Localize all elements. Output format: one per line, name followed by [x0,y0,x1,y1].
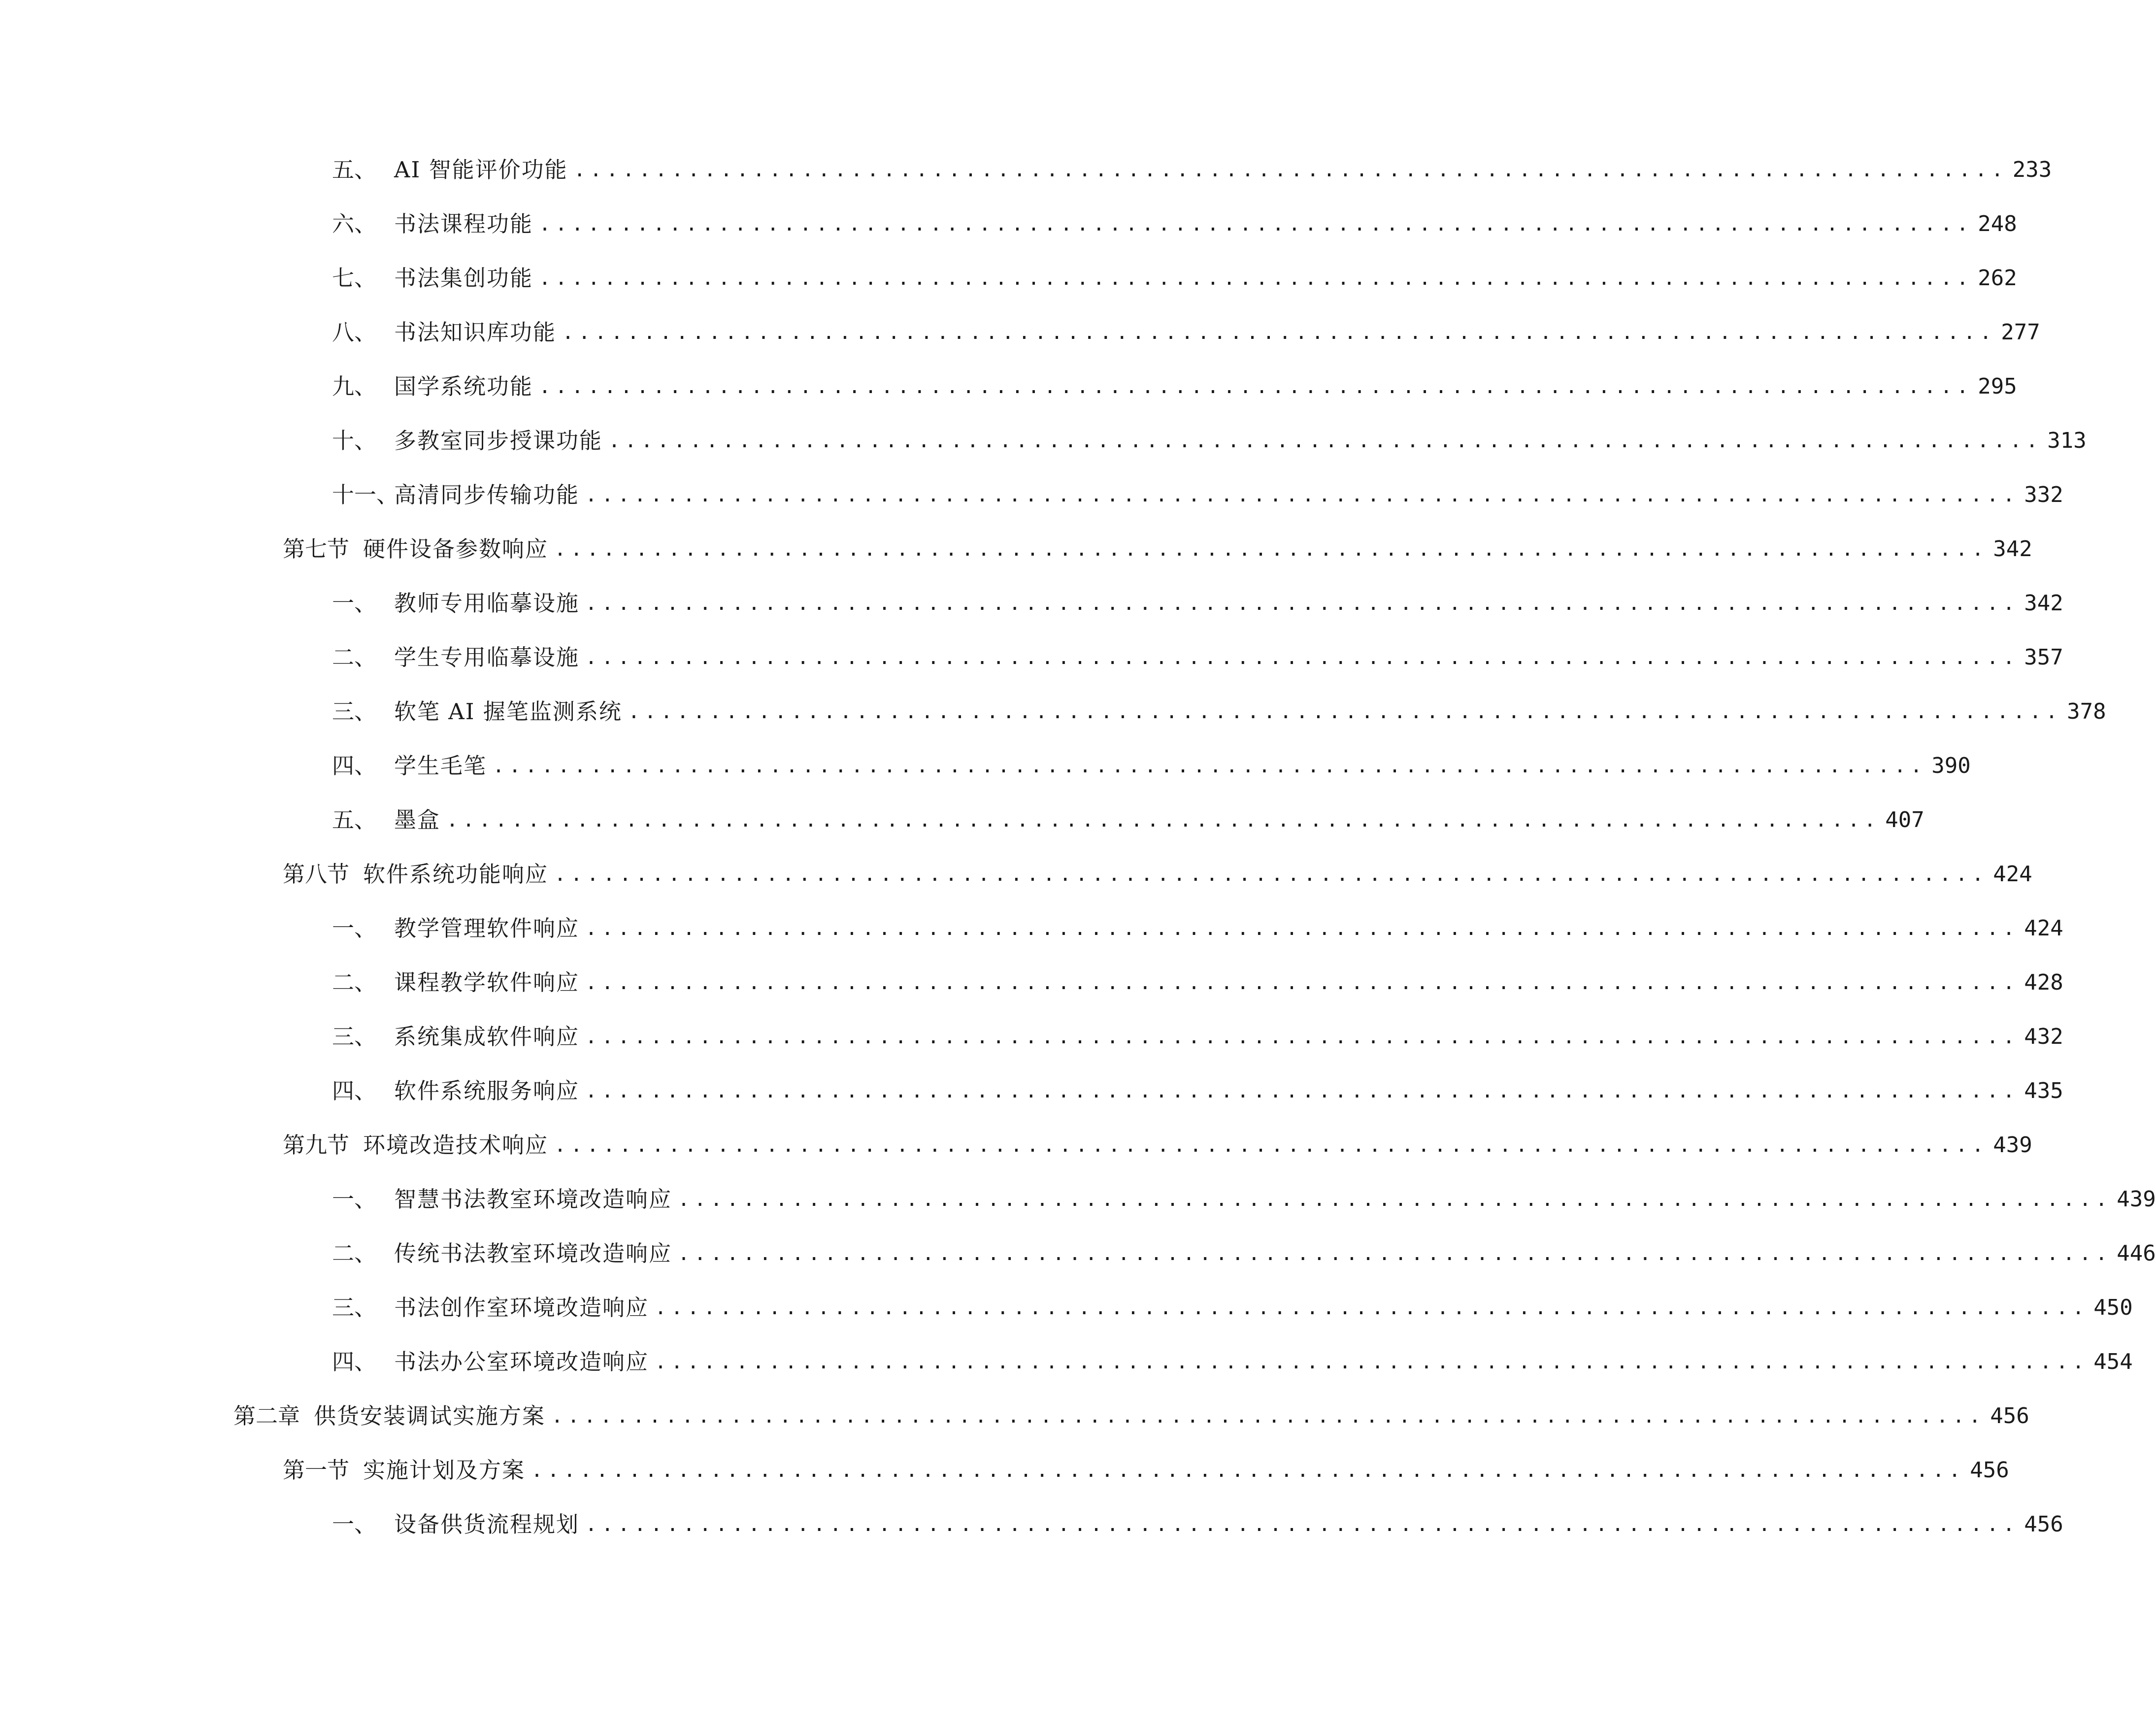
toc-dot-leader: ........................................................................................ [608,430,2043,452]
toc-entry[interactable] [0,576,2063,631]
toc-dot-leader: ........................................................................................ [678,1242,2112,1265]
toc-entry-page-number: 435 [2024,1078,2063,1103]
toc-dot-leader: ........................................................................................ [678,1188,2112,1211]
toc-entry[interactable] [0,414,2087,468]
toc-dot-leader: ........................................................................................ [554,863,1989,886]
toc-entry-page-number: 332 [2024,482,2063,507]
toc-entry-page-number: 424 [2024,916,2063,941]
toc-entry[interactable] [0,1172,2156,1227]
toc-dot-leader: ........................................................................................ [585,484,2020,506]
toc-entry-title: 书法知识库功能 [394,319,557,345]
toc-entry[interactable] [0,739,1971,793]
toc-entry-number: 二、 [332,644,377,670]
toc-entry-number: 第八节 [283,861,350,887]
toc-entry-number: 三、 [332,1024,377,1050]
toc-entry[interactable] [0,1118,2032,1172]
toc-dot-leader: ........................................................................................ [539,375,1973,398]
toc-dot-leader: ........................................................................................ [585,1080,2020,1102]
toc-dot-leader: ........................................................................................ [585,646,2020,669]
toc-entry[interactable] [0,522,2032,576]
toc-entry-title: 书法集创功能 [394,265,533,291]
toc-entry-number: 一、 [332,1511,377,1537]
toc-entry[interactable] [0,468,2063,522]
toc-entry-title: 环境改造技术响应 [363,1132,549,1158]
toc-entry-number: 五、 [332,807,377,833]
toc-dot-leader: ........................................................................................ [493,755,1927,777]
toc-dot-leader: ........................................................................................ [585,1026,2020,1048]
toc-entry-page-number: 262 [1978,266,2017,291]
toc-entry[interactable] [0,1497,2063,1552]
toc-dot-leader: ........................................................................................ [585,592,2020,615]
toc-entry[interactable] [0,143,2052,197]
toc-entry[interactable] [0,956,2063,1010]
toc-entry-page-number: 248 [1978,211,2017,236]
toc-entry-number: 一、 [332,590,377,616]
toc-entry-title: 学生毛笔 [394,753,487,779]
toc-entry-page-number: 456 [1970,1458,2009,1483]
toc-entry-title: 书法办公室环境改造响应 [394,1349,649,1375]
toc-dot-leader: ........................................................................................ [446,809,1881,831]
toc-entry-page-number: 295 [1978,374,2017,399]
toc-entry-page-number: 439 [2117,1187,2156,1212]
toc-entry-number: 五、 [332,157,377,183]
toc-entry-number: 一、 [332,915,377,941]
toc-entry-title: AI 智能评价功能 [394,157,568,183]
toc-entry-title: 设备供货流程规划 [394,1511,580,1537]
toc-entry-page-number: 277 [2001,320,2040,345]
toc-dot-leader: ........................................................................................ [539,213,1973,235]
toc-entry-page-number: 390 [1931,753,1971,778]
toc-entry-title: 高清同步传输功能 [394,482,580,508]
toc-entry-number: 第七节 [283,536,350,562]
toc-entry-page-number: 378 [2067,699,2106,724]
toc-entry-title: 智慧书法教室环境改造响应 [394,1186,672,1212]
table-of-contents [0,143,2156,1552]
toc-entry-title: 系统集成软件响应 [394,1024,580,1050]
toc-entry-title: 教师专用临摹设施 [394,590,580,616]
toc-entry-page-number: 456 [2024,1512,2063,1537]
toc-entry-title: 软件系统功能响应 [363,861,549,887]
toc-entry-title: 国学系统功能 [394,373,533,399]
toc-dot-leader: ........................................................................................ [554,1134,1989,1157]
toc-entry[interactable] [0,305,2040,360]
toc-entry[interactable] [0,793,1924,847]
toc-entry-number: 第九节 [283,1132,350,1158]
toc-entry-number: 九、 [332,373,377,399]
toc-entry[interactable] [0,197,2017,251]
toc-entry-page-number: 439 [1993,1132,2032,1158]
toc-entry[interactable] [0,1227,2156,1281]
toc-entry-number: 一、 [332,1186,377,1212]
toc-entry-number: 三、 [332,698,377,725]
toc-entry[interactable] [0,360,2017,414]
toc-entry[interactable] [0,685,2106,739]
toc-entry[interactable] [0,1281,2133,1335]
toc-entry-title: 硬件设备参数响应 [363,536,549,562]
toc-entry-number: 二、 [332,969,377,996]
toc-entry[interactable] [0,847,2032,901]
toc-entry-title: 墨盒 [394,807,441,833]
toc-entry-number: 二、 [332,1240,377,1266]
toc-entry[interactable] [0,1010,2063,1064]
toc-entry-title: 实施计划及方案 [363,1457,526,1483]
toc-entry[interactable] [0,251,2017,305]
toc-dot-leader: ........................................................................................ [554,538,1989,561]
toc-entry-title: 学生专用临摹设施 [394,644,580,670]
toc-dot-leader: ........................................................................................ [585,1513,2020,1536]
toc-dot-leader: ........................................................................................ [562,321,1996,344]
toc-entry-page-number: 446 [2117,1241,2156,1266]
toc-dot-leader: ........................................................................................ [539,267,1973,290]
toc-entry-title: 多教室同步授课功能 [394,428,603,454]
toc-entry-page-number: 432 [2024,1024,2063,1049]
toc-entry[interactable] [0,1443,2009,1497]
toc-entry-number: 四、 [332,1078,377,1104]
toc-entry-page-number: 313 [2047,428,2087,453]
toc-entry-number: 八、 [332,319,377,345]
toc-entry-page-number: 424 [1993,862,2032,887]
toc-dot-leader: ........................................................................................ [585,971,2020,994]
toc-entry-title: 课程教学软件响应 [394,969,580,996]
toc-entry-page-number: 454 [2093,1349,2133,1374]
toc-dot-leader: ........................................................................................ [551,1405,1986,1428]
toc-entry-title: 供货安装调试实施方案 [314,1403,546,1429]
toc-dot-leader: ........................................................................................ [531,1459,1965,1482]
toc-entry-page-number: 450 [2093,1295,2133,1320]
toc-dot-leader: ........................................................................................ [655,1351,2089,1373]
toc-entry[interactable] [0,1335,2133,1389]
toc-entry-page-number: 357 [2024,645,2063,670]
toc-entry-title: 教学管理软件响应 [394,915,580,941]
toc-entry-title: 软件系统服务响应 [394,1078,580,1104]
toc-entry[interactable] [0,901,2063,956]
toc-dot-leader: ........................................................................................ [573,159,2008,181]
toc-entry-number: 四、 [332,753,377,779]
toc-entry-number: 十一、 [332,482,399,508]
toc-entry-page-number: 233 [2012,157,2052,182]
toc-entry[interactable] [0,1064,2063,1118]
toc-dot-leader: ........................................................................................ [655,1296,2089,1319]
toc-entry-title: 传统书法教室环境改造响应 [394,1240,672,1266]
toc-entry-title: 书法创作室环境改造响应 [394,1295,649,1321]
toc-entry[interactable] [0,631,2063,685]
toc-entry-number: 第二章 [233,1403,300,1429]
toc-entry-number: 七、 [332,265,377,291]
toc-entry-number: 十、 [332,428,377,454]
toc-dot-leader: ........................................................................................ [628,700,2062,723]
toc-entry-title: 书法课程功能 [394,211,533,237]
toc-entry-page-number: 407 [1885,807,1924,832]
toc-dot-leader: ........................................................................................ [585,917,2020,940]
toc-entry-number: 六、 [332,211,377,237]
toc-entry-page-number: 342 [2024,591,2063,616]
toc-entry-number: 四、 [332,1349,377,1375]
toc-entry-page-number: 428 [2024,970,2063,995]
toc-entry-number: 第一节 [283,1457,350,1483]
toc-entry-number: 三、 [332,1295,377,1321]
toc-entry-page-number: 342 [1993,536,2032,562]
toc-entry-title: 软笔 AI 握笔监测系统 [394,698,622,725]
toc-entry[interactable] [0,1389,2029,1443]
toc-entry-page-number: 456 [1990,1403,2029,1429]
